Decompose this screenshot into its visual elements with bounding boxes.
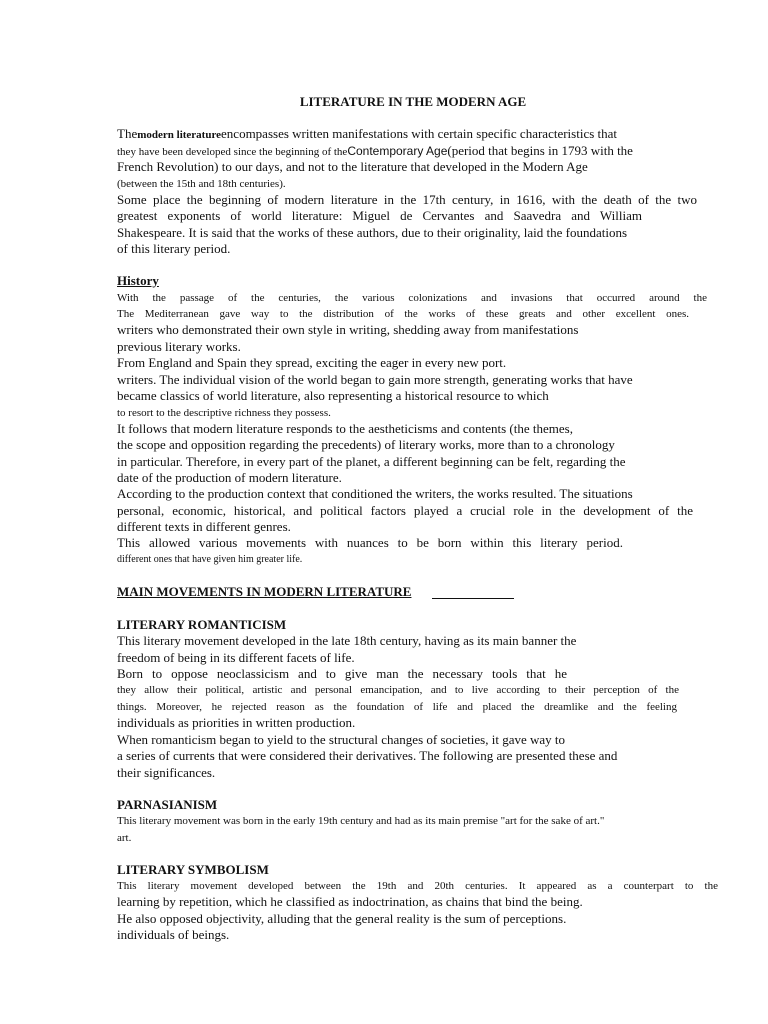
intro-term: Contemporary Age (347, 144, 448, 158)
intro-line: (between the 15th and 18th centuries). (117, 178, 286, 190)
history-line: According to the production context that conditioned the writers, the works resulted. The situations (117, 486, 633, 501)
intro-term: modern literature (137, 129, 222, 141)
romanticism-line: This literary movement developed in the late 18th century, having as its main banner the (117, 633, 577, 648)
parnasianism-line: art. (117, 832, 132, 844)
romanticism-line: a series of currents that were considered their derivatives. The following are presented these and (117, 748, 618, 763)
symbolism-heading: LITERARY SYMBOLISM (117, 862, 269, 877)
history-line: It follows that modern literature responds to the aestheticisms and contents (the themes, (117, 421, 573, 436)
intro-line: French Revolution) to our days, and not to the literature that developed in the Modern Age (117, 159, 588, 174)
romanticism-line: they allow their political, artistic and personal emancipation, and to live according to their perception of the (117, 684, 679, 696)
intro-line: of this literary period. (117, 241, 231, 256)
intro-text: The (117, 126, 138, 141)
intro-line: greatest exponents of world literature: Miguel de Cervantes and Saavedra and William (117, 208, 642, 223)
romanticism-line: individuals as priorities in written production. (117, 715, 356, 730)
history-line: date of the production of modern literature. (117, 470, 342, 485)
history-line: different ones that have given him greater life. (117, 554, 303, 565)
symbolism-line: learning by repetition, which he classified as indoctrination, as chains that bind the being. (117, 894, 583, 909)
history-line: different texts in different genres. (117, 519, 291, 534)
history-line: the scope and opposition regarding the precedents) of literary works, more than to a chronology (117, 437, 615, 452)
intro-line: Shakespeare. It is said that the works of these authors, due to their originality, laid the foundations (117, 225, 628, 240)
movements-heading: MAIN MOVEMENTS IN MODERN LITERATURE (117, 584, 412, 599)
intro-text: they have been developed since the beginning of the (117, 146, 348, 158)
parnasianism-line: This literary movement was born in the early 19th century and had as its main premise "art for the sake of art." (117, 815, 605, 827)
document-title: LITERATURE IN THE MODERN AGE (299, 94, 527, 109)
romanticism-line: their significances. (117, 765, 216, 780)
history-line: personal, economic, historical, and political factors played a crucial role in the development of the (117, 503, 693, 518)
parnasianism-heading: PARNASIANISM (117, 797, 218, 812)
history-line: From England and Spain they spread, exciting the eager in every new port. (117, 355, 507, 370)
intro-line (117, 126, 617, 143)
intro-line: Some place the beginning of modern literature in the 17th century, in 1616, with the death of the two (117, 192, 697, 207)
romanticism-line: When romanticism began to yield to the structural changes of societies, it gave way to (117, 732, 566, 747)
intro-text: encompasses written manifestations with certain specific characteristics that (221, 126, 618, 141)
history-line: became classics of world literature, also representing a historical resource to which (117, 388, 549, 403)
romanticism-heading: LITERARY ROMANTICISM (117, 617, 287, 632)
symbolism-line: individuals of beings. (117, 927, 230, 942)
history-line: writers. The individual vision of the world began to gain more strength, generating works that have (117, 372, 633, 387)
intro-text: (period that begins in 1793 with the (447, 143, 633, 158)
romanticism-line: things. Moreover, he rejected reason as the foundation of life and placed the dreamlike and the feeling (117, 701, 677, 713)
heading-underline (432, 598, 514, 599)
history-line: This allowed various movements with nuances to be born within this literary period. (117, 535, 623, 550)
history-line: in particular. Therefore, in every part of the planet, a different beginning can be felt, regarding the (117, 454, 626, 469)
symbolism-line: This literary movement developed between the 19th and 20th centuries. It appeared as a counterpart to the (117, 880, 718, 892)
intro-line (117, 143, 633, 160)
romanticism-line: Born to oppose neoclassicism and to give man the necessary tools that he (117, 666, 567, 681)
symbolism-line: He also opposed objectivity, alluding that the general reality is the sum of perceptions. (117, 911, 567, 926)
history-line: to resort to the descriptive richness they possess. (117, 407, 331, 419)
history-line: writers who demonstrated their own style in writing, shedding away from manifestations (117, 322, 579, 337)
history-line: With the passage of the centuries, the various colonizations and invasions that occurred around the (117, 292, 707, 304)
romanticism-line: freedom of being in its different facets of life. (117, 650, 355, 665)
history-line: The Mediterranean gave way to the distribution of the works of these greats and other excellent ones. (117, 308, 689, 320)
history-line: previous literary works. (117, 339, 241, 354)
history-heading: History (117, 273, 159, 288)
